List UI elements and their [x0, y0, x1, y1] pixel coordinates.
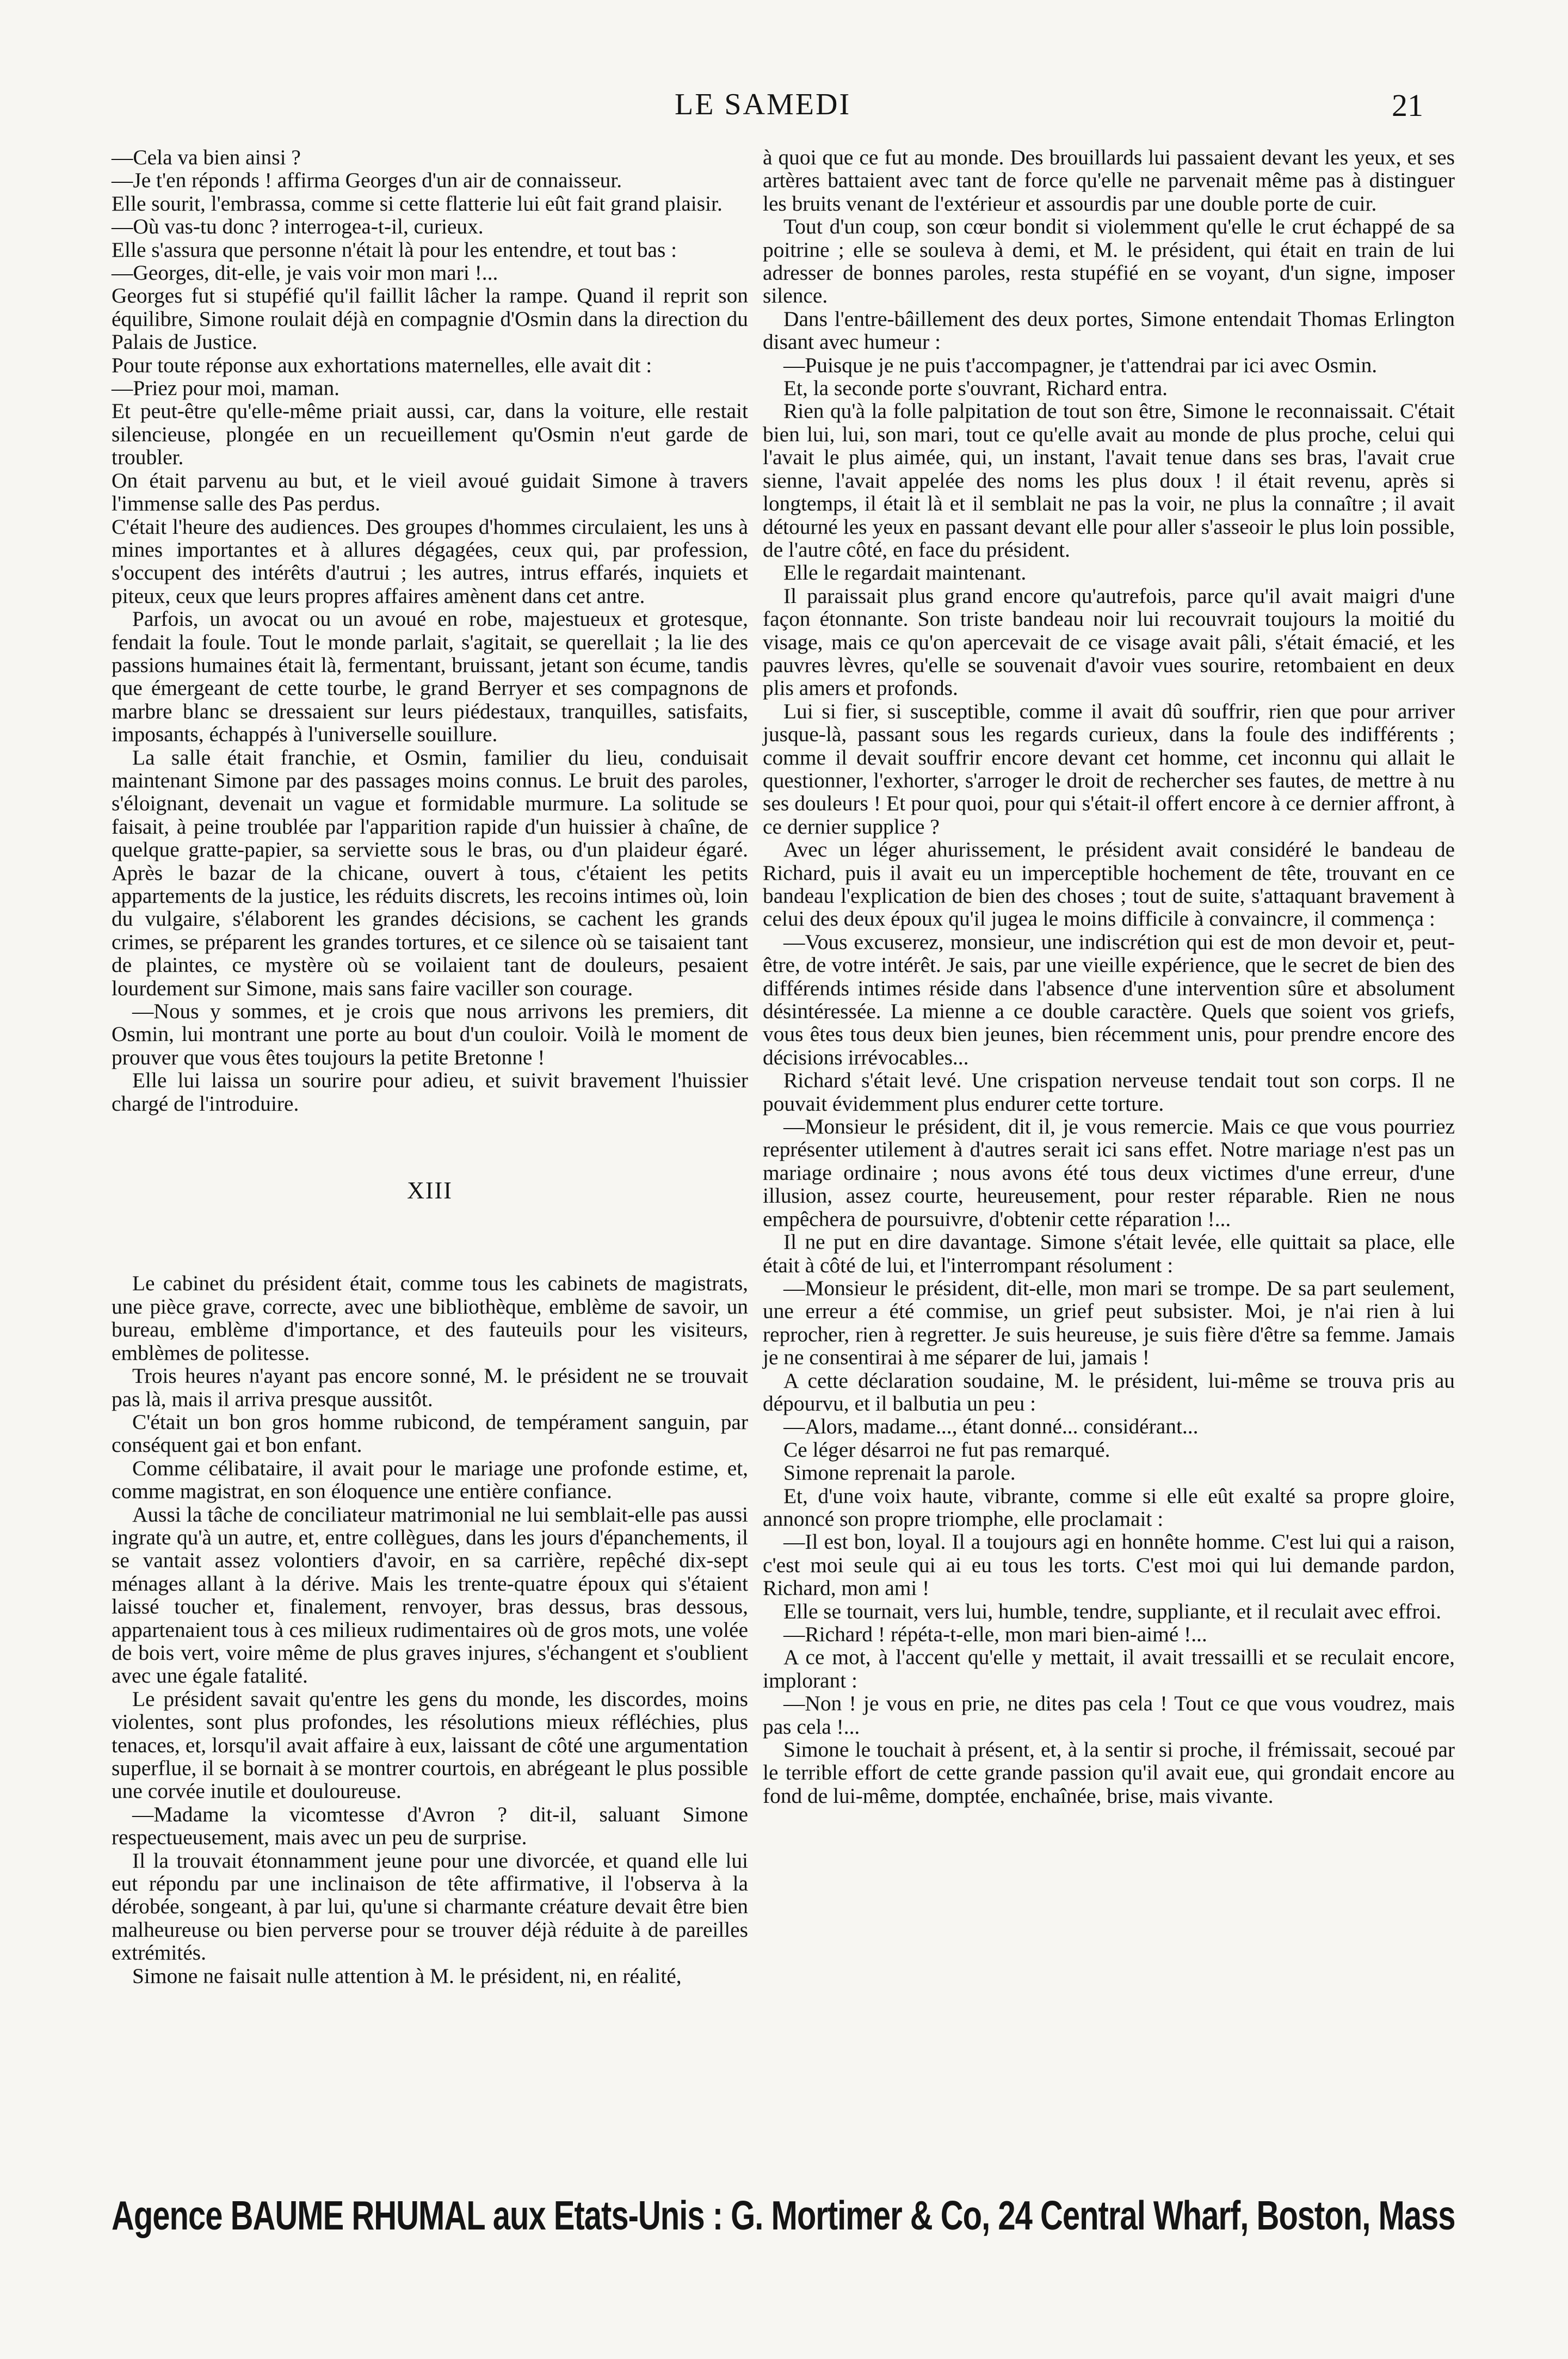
paragraph: C'était un bon gros homme rubicond, de tempérament sanguin, par conséquent gai et bon enfant. [112, 1409, 748, 1457]
paragraph: à quoi que ce fut au monde. Des brouillards lui passaient devant les yeux, et ses artères battaient avec tant de force qu'elle ne parvenait même pas à distinguer les bruits venant de l'extérieur et assourdis par une double porte de cuir. [763, 145, 1455, 215]
right-column [763, 146, 1455, 1807]
paragraph: Parfois, un avocat ou un avoué en robe, majestueux et grotesque, fendait la foule. Tout le monde parlait, s'agitait, se querellait ; la lie des passions humaines était là, fermentant, bruissant, jetant son écume, tandis que émergeant de cette tourbe, le grand Berryer et ses compagnons de marbre blanc se dressaient sur leurs piédestaux, tranquilles, satisfaits, imposants, échappés à l'universelle souillure. [112, 607, 748, 747]
paragraph: —Priez pour moi, maman. [112, 376, 339, 401]
left-column [112, 146, 748, 1987]
paragraph: —Georges, dit-elle, je vais voir mon mari !... [112, 261, 498, 285]
paragraph: Tout d'un coup, son cœur bondit si violemment qu'elle le crut échappé de sa poitrine ; elle se souleva à demi, et M. le président, qui était en train de lui adresser de bonnes paroles, resta stupéfié en se voyant, d'un signe, imposer silence. [763, 214, 1455, 308]
paragraph: Il ne put en dire davantage. Simone s'était levée, elle quittait sa place, elle était à côté de lui, et l'interrompant résolument : [763, 1230, 1455, 1277]
paragraph: C'était l'heure des audiences. Des groupes d'hommes circulaient, les uns à mines importantes et à allures dégagées, ceux qui, par profession, s'occupent des intérêts d'autrui ; les autres, intrus effarés, inquiets et piteux, ceux que leurs propres affaires amènent dans cet antre. [112, 514, 748, 608]
paragraph: Et, la seconde porte s'ouvrant, Richard entra. [783, 376, 1168, 401]
paragraph: Le président savait qu'entre les gens du monde, les discordes, moins violentes, sont plus profondes, les résolutions mieux réfléchies, plus tenaces, et, lorsqu'il avait affaire à eux, laissant de côté une argumentation superflue, il se bornait à se montrer courtois, en abrégeant le plus possible une corvée inutile et douloureuse. [112, 1686, 748, 1803]
paragraph: Simone reprenait la parole. [783, 1461, 1016, 1485]
paragraph: Aussi la tâche de conciliateur matrimonial ne lui semblait-elle pas aussi ingrate qu'à un autre, et, entre collègues, dans les jours d'épanchements, il se vantait assez volontiers d'avoir, en sa carrière, repêché dix-sept ménages allant à la dérive. Mais les trente-quatre époux qui s'étaient laissé toucher et, finalement, renvoyer, bras dessus, bras dessous, appartenaient tous à ces milieux rudimentaires où de gros mots, une volée de bois vert, voire même de plus graves injures, s'échangent et s'oublient avec une égale fatalité. [112, 1502, 748, 1688]
paragraph: Lui si fier, si susceptible, comme il avait dû souffrir, rien que pour arriver jusque-là, passant sous les regards curieux, dans la foule des indifférents ; comme il devait souffrir encore devant cet homme, cet inconnu qui allait le questionner, l'exhorter, s'arroger le droit de rechercher ses fautes, de mettre à nu ses douleurs ! Et pour quoi, pour qui s'était-il offert encore à ce dernier affront, à ce dernier supplice ? [763, 699, 1455, 839]
paragraph: Et peut-être qu'elle-même priait aussi, car, dans la voiture, elle restait silencieuse, plongée en un recueillement qu'Osmin n'eut garde de troubler. [112, 399, 748, 470]
paragraph: Ce léger désarroi ne fut pas remarqué. [783, 1437, 1110, 1462]
paragraph: Le cabinet du président était, comme tous les cabinets de magistrats, une pièce grave, correcte, avec une bibliothèque, emblème de savoir, un bureau, emblème d'importance, et des fauteuils pour les visiteurs, emblèmes de politesse. [112, 1271, 748, 1365]
paragraph: —Monsieur le président, dit-elle, mon mari se trompe. De sa part seulement, une erreur a été commise, un grief peut subsister. Moi, je n'ai rien à lui reprocher, rien à regretter. Je suis heureuse, je suis fière d'être sa femme. Jamais je ne consentirai à me séparer de lui, jamais ! [763, 1276, 1455, 1370]
page-number: 21 [1392, 88, 1423, 123]
paragraph: —Cela va bien ainsi ? [112, 145, 301, 169]
paragraph: Simone le touchait à présent, et, à la sentir si proche, il frémissait, secoué par le terrible effort de cette grande passion qu'il avait eue, qui grondait encore au fond de lui-même, domptée, enchaînée, brise, mais vivante. [763, 1738, 1455, 1808]
paragraph: —Non ! je vous en prie, ne dites pas cela ! Tout ce que vous voudrez, mais pas cela !... [763, 1691, 1455, 1739]
paragraph: —Madame la vicomtesse d'Avron ? dit-il, saluant Simone respectueusement, mais avec un peu de surprise. [112, 1802, 748, 1850]
page-header [0, 87, 1568, 131]
paragraph: Comme célibataire, il avait pour le mariage une profonde estime, et, comme magistrat, en son éloquence une entière confiance. [112, 1456, 748, 1504]
paragraph: —Richard ! répéta-t-elle, mon mari bien-aimé !... [783, 1622, 1207, 1646]
paragraph: Elle lui laissa un sourire pour adieu, et suivit bravement l'huissier chargé de l'introduire. [112, 1068, 748, 1116]
paragraph: Rien qu'à la folle palpitation de tout son être, Simone le reconnaissait. C'était bien lui, lui, son mari, tout ce qu'elle avait au monde de plus proche, celui qui l'avait le plus aimée, qui, un instant, l'avait tenue dans ses bras, l'avait crue sienne, l'avait appelée des noms les plus doux ! il était revenu, après si longtemps, il était là et il semblait ne pas la voir, ne plus la connaître ; il avait détourné les yeux en passant devant elle pour aller s'asseoir le plus loin possible, de l'autre côté, en face du président. [763, 399, 1455, 562]
paragraph: —Vous excuserez, monsieur, une indiscrétion qui est de mon devoir et, peut-être, de votre intérêt. Je sais, par une vieille expérience, que le secret de bien des différends intimes réside dans l'absence d'une intervention sûre et absolument désintéressée. La mienne a ce double caractère. Quels que soient vos griefs, vous êtes tous deux bien jeunes, bien récemment unis, pour prendre encore des décisions irrévocables... [763, 929, 1455, 1069]
paragraph: —Nous y sommes, et je crois que nous arrivons les premiers, dit Osmin, lui montrant une porte au bout d'un couloir. Voilà le moment de prouver que vous êtes toujours la petite Bretonne ! [112, 999, 748, 1069]
paragraph: Pour toute réponse aux exhortations maternelles, elle avait dit : [112, 353, 652, 377]
paragraph: —Il est bon, loyal. Il a toujours agi en honnête homme. C'est lui qui a raison, c'est moi seule qui ai eu tous les torts. C'est moi qui lui demande pardon, Richard, mon ami ! [763, 1530, 1455, 1600]
paragraph: On était parvenu au but, et le vieil avoué guidait Simone à travers l'immense salle des Pas perdus. [112, 468, 748, 516]
paragraph: —Alors, madame..., étant donné... considérant... [783, 1414, 1199, 1439]
paragraph: Simone ne faisait nulle attention à M. le président, ni, en réalité, [132, 1963, 682, 1988]
paragraph: A cette déclaration soudaine, M. le président, lui-même se trouva pris au dépourvu, et il balbutia un peu : [763, 1368, 1455, 1415]
paragraph: Elle se tournait, vers lui, humble, tendre, suppliante, et il reculait avec effroi. [783, 1599, 1442, 1623]
paragraph: La salle était franchie, et Osmin, familier du lieu, conduisait maintenant Simone par des passages moins connus. Le bruit des paroles, s'éloignant, devenait un vague et formidable murmure. La solitude se faisait, à peine troublée par l'apparition rapide d'un huissier à chaîne, de quelque gratte-papier, sa serviette sous le bras, ou d'un plaideur égaré. Après le bazar de la chicane, ouvert à tous, c'étaient les petits appartements de la justice, les réduits discrets, les recoins intimes où, loin du vulgaire, s'élaborent les grandes décisions, se cachent les grands crimes, se préparent les grandes tortures, et ce silence où se taisaient tant de plaintes, ce mystère où se voilaient tant de douleurs, pesaient lourdement sur Simone, mais sans faire vaciller son courage. [112, 745, 748, 1000]
paragraph: Georges fut si stupéfié qu'il faillit lâcher la rampe. Quand il reprit son équilibre, Simone roulait déjà en compagnie d'Osmin dans la direction du Palais de Justice. [112, 284, 748, 354]
paragraph: —Je t'en réponds ! affirma Georges d'un air de connaisseur. [112, 168, 622, 193]
paragraph: Elle le regardait maintenant. [783, 561, 1027, 585]
paragraph: Dans l'entre-bâillement des deux portes, Simone entendait Thomas Erlington disant avec humeur : [763, 306, 1455, 354]
paragraph: —Monsieur le président, dit il, je vous remercie. Mais ce que vous pourriez représenter utilement à d'autres serait ici sans effet. Notre mariage n'est pas un mariage ordinaire ; nous avons été tous deux victimes d'une erreur, d'une illusion, assez courte, heureusement, pour rester réparable. Rien ne nous empêchera de poursuivre, d'obtenir cette réparation !... [763, 1114, 1455, 1231]
chapter-heading: XIII [407, 1177, 453, 1204]
journal-title: LE SAMEDI [675, 88, 851, 121]
paragraph: Elle sourit, l'embrassa, comme si cette flatterie lui eût fait grand plaisir. [112, 191, 723, 215]
paragraph: Elle s'assura que personne n'était là pour les entendre, et tout bas : [112, 237, 677, 262]
paragraph: Il paraissait plus grand encore qu'autrefois, parce qu'il avait maigri d'une façon étonnante. Son triste bandeau noir lui recouvrait toujours la moitié du visage, mais ce qu'on apercevait de ce visage avait pâli, s'était émacié, et les pauvres lèvres, qu'elle se souvenait d'avoir vues sourire, retombaient en deux plis amers et profonds. [763, 583, 1455, 700]
paragraph: Et, d'une voix haute, vibrante, comme si elle eût exalté sa propre gloire, annoncé son propre triomphe, elle proclamait : [763, 1483, 1455, 1531]
paragraph: Trois heures n'ayant pas encore sonné, M. le président ne se trouvait pas là, mais il arriva presque aussitôt. [112, 1364, 748, 1411]
paragraph: A ce mot, à l'accent qu'elle y mettait, il avait tressailli et se reculait encore, implorant : [763, 1645, 1455, 1692]
paragraph: —Où vas-tu donc ? interrogea-t-il, curieux. [112, 214, 484, 239]
footer-advertisement: Agence BAUME RHUMAL aux Etats-Unis : G. Mortimer & Co, 24 Central Wharf, Boston, Mass [112, 2192, 1455, 2239]
paragraph: Avec un léger ahurissement, le président avait considéré le bandeau de Richard, puis il avait eu un imperceptible hochement de tête, trouvant en ce bandeau l'explication de bien des choses ; tout de suite, s'attaquant bravement à celui des deux époux qu'il jugea le moins difficile à convaincre, il commença : [763, 837, 1455, 931]
paragraph: —Puisque je ne puis t'accompagner, je t'attendrai par ici avec Osmin. [783, 353, 1378, 377]
paragraph: Il la trouvait étonnamment jeune pour une divorcée, et quand elle lui eut répondu par une inclinaison de tête affirmative, il l'observa à la dérobée, songeant, à par lui, qu'une si charmante créature devait être bien malheureuse ou bien perverse pour se trouver déjà réduite à de pareilles extrémités. [112, 1848, 748, 1965]
paragraph: Richard s'était levé. Une crispation nerveuse tendait tout son corps. Il ne pouvait évidemment plus endurer cette torture. [763, 1068, 1455, 1116]
